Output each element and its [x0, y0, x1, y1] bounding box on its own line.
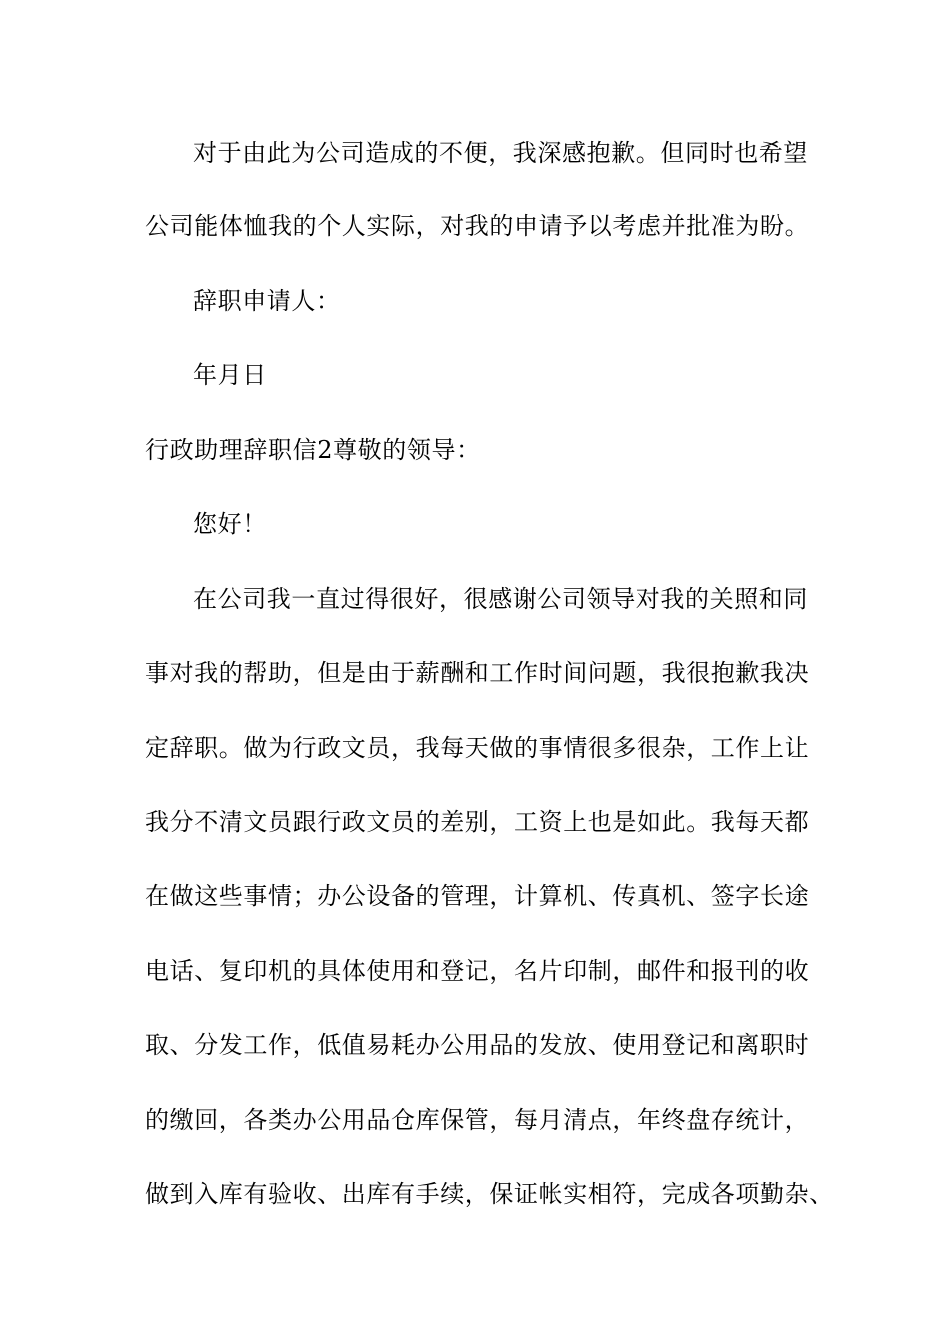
- signature-label: 辞职申请人：: [193, 287, 341, 315]
- paragraph-line: 公司能体恤我的个人实际，对我的申请予以考虑并批准为盼。: [145, 212, 810, 240]
- paragraph-line: 在公司我一直过得很好，很感谢公司领导对我的关照和同: [193, 585, 808, 613]
- date-label: 年月日: [193, 361, 267, 389]
- paragraph-line: 电话、复印机的具体使用和登记，名片印制，邮件和报刊的收: [145, 957, 810, 985]
- paragraph-line: 的缴回，各类办公用品仓库保管，每月清点，年终盘存统计，: [145, 1106, 810, 1134]
- paragraph-line: 做到入库有验收、出库有手续，保证帐实相符，完成各项勤杂、: [145, 1180, 834, 1208]
- greeting: 您好！: [193, 510, 267, 538]
- letter-heading: 行政助理辞职信2尊敬的领导：: [145, 436, 481, 464]
- paragraph-line: 定辞职。做为行政文员，我每天做的事情很多很杂，工作上让: [145, 734, 810, 762]
- paragraph-line: 在做这些事情；办公设备的管理，计算机、传真机、签字长途: [145, 882, 810, 910]
- paragraph-line: 我分不清文员跟行政文员的差别，工资上也是如此。我每天都: [145, 808, 810, 836]
- paragraph-line: 事对我的帮助，但是由于薪酬和工作时间问题，我很抱歉我决: [145, 659, 810, 687]
- paragraph-line: 对于由此为公司造成的不便，我深感抱歉。但同时也希望: [193, 139, 808, 167]
- paragraph-line: 取、分发工作，低值易耗办公用品的发放、使用登记和离职时: [145, 1031, 810, 1059]
